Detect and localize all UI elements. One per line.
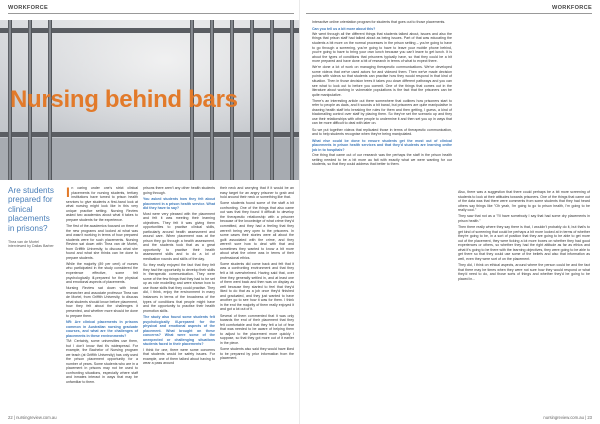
paragraph: Several of them commented that it was only towards the end of their placement that they felt comfortable and that they felt a lot of fear that was needed to be aware of helping them to adjust to the placement more quickly I suppose, so that they got more out of it earlier in the piece.: [220, 313, 294, 345]
paragraph: They did, I think on ethical aspects, around where the person could be and the fact that there may be times when they were not sure how they would respond or what they'd need to do, and those sorts of things and whether they'd be going to be placed in...: [458, 262, 590, 281]
paragraph: Some students also said they would have liked to be prepared by prior information from the placement.: [220, 346, 294, 361]
paragraph: They saw that not as a "I'll have somebody I say that had some dry placements in prison health.": [458, 214, 590, 223]
question: What else could be done to ensure students get the most out of clinical placements in prison health services and that they'd students are learning onthe job in to hospitals?: [312, 138, 452, 152]
paragraph: So we put together videos that replicated those in terms of therapeutic communication, and to help students recognise when they're being manipulated.: [312, 127, 452, 137]
section-label: WORKFORCE: [552, 5, 592, 11]
section-label: WORKFORCE: [8, 5, 48, 11]
paragraph: While the majority (89 per cent) of nurses who participated in the study considered the experience effective, some felt psychologically ill-prepared for the physical and emotional aspects of placements.: [66, 261, 138, 285]
paragraph: Most were very pleased with the placement and felt it was meeting their learning objectives. They felt it was giving them opportunities to practise clinical skills, particularly around health assessment and wound care. When placement was at the prison they go through a health assessment, and the students took that as a great opportunity to practise their health assessment skills and to do a lot of medication rounds and skills of the day.: [143, 211, 215, 261]
question: The study also found some students felt psychologically ill-prepared for the physical and emotional aspects of the placement. What brought on these concerns? What were some of the unexpected or challenging situations students faced in their placements?: [143, 315, 215, 347]
paragraph: n caring under one's strict clinical placements for nursing students, tertiary institutions have turned to prison health services to give students a first-hand look at what nursing might look like in this very unique practice setting. Nursing Review asked two academics about what it takes to prepare students for the experience.: [66, 186, 138, 222]
drop-cap: I: [66, 183, 70, 200]
header-rule: [8, 13, 294, 14]
question: NR: Are clinical placements in prisons common in Australian nursing graduate courses, and what are the challenges of placements in these environments?: [66, 320, 138, 338]
question: You asked students how they felt about placement in a prison health service. What did they have to say?: [143, 197, 215, 211]
article-column-3: [220, 186, 294, 362]
paragraph: The first of the academics focused on three of the new programs and looked at what was and wasn't working in terms of how prepared students were for such placements. Nursing Review sat down with Thea van de Mortel, from Griffith University, to discuss what she found and what she thinks can be done to prepare students.: [66, 223, 138, 260]
article-column-1: [66, 183, 138, 386]
header-rule: [306, 13, 592, 14]
paragraph: I think for one, there were some concerns that students would be safety issues. For example, one of them talked about having to wear a pass around: [143, 347, 215, 366]
paragraph: One thing that came out of our research was the perhaps the staff in the prison health setting needed to be a bit more au fait with exactly what we were wanting for our students, so that they could address that better to them.: [312, 153, 452, 167]
paragraph: Interactive online orientation program for students that goes out to those placements.: [312, 20, 446, 24]
page-number: 22 | nursingreview.com.au: [8, 415, 57, 420]
paragraph: Some students did come back and felt that it was a confronting environment and that they felt a bit overwhelmed. Having said that, over time they generally settled in, and at least one of them went back and then was on display as well because they started to feel that they'd liked to do that as a job once they'd finished and graduated, and they just wanted to have another go to see how it was for them. I think in the end the majority of them really enjoyed it and got a lot out of it.: [220, 261, 294, 312]
standfirst: Are students prepared for clinical placements in prisons?: [8, 186, 54, 233]
paragraph: Then there really where they say there is that, I wouldn't probably do it, but that's to get kind of screening that could be perhaps a bit more looked at in terms of whether they're going to be, in a sort of position that they are going to be able to get more out of the placement, they were ticking a lot more boxes on whether they had good experiences or others, so whether they had the right attitude as far as ethics and what it's going to be there with the learning objectives, they were going to be able to get there so that they could use some of the beliefs and also that information as well, even they were sort of on the placement.: [458, 225, 590, 261]
paragraph: TM: Certainly, some universities use them, but I don't know that it's widespread. For example, the Bachelor of Nursing program we teach (at Griffith University) has only used the prison placement opportunity for a number of years. Some students who are in a placement in prisons may not be used to confronting situations, especially where staff and inmates interact in ways that may be unfamiliar to them.: [66, 339, 138, 384]
paragraph: We went through all the different things that students talked about, issues and also the things that prison staff had talked about as being issues. Part of that was educating the students a bit more on the normal processes in the prison setting – you're going to have to go through a screening, you're going to have to leave your mobile phone behind, you're going to have to bring your own lunch because you can't leave to get lunch. It is about the types of conditions that prisoners typically have, so that they could be a bit more prepared and have done a bit of research in terms of what to expect there.: [312, 31, 452, 64]
question: Can you tell us a bit more about this?: [312, 26, 376, 31]
hero-photo: [0, 20, 300, 180]
article-column-5: [458, 190, 590, 283]
article-column-2: [143, 186, 215, 368]
paragraph: Nursing Review sat down with head researcher and associate professor Thea van de Mortel, from Griffith University, to discuss what students should know before placement, how they felt about the challenges it presented, and whether more should be done to prepare them.: [66, 286, 138, 318]
paragraph: So they really enjoyed the fact that they felt they had the opportunity to develop their skills in therapeutic communication. They were some of the few things that they had to be set up as role modelling and were shown how to use those skills that they could practise. They did, I think, enjoy the environment in many instances in terms of the broadness of the types of conditions that people might have and the opportunity to practise their health promotion skills.: [143, 263, 215, 313]
paragraph: Some students found some of the staff a bit confronting. One of the things that also came out was that they found it difficult to develop the therapeutic relationship with a prisoner because of the knowledge of what crime they'd committed, and they had a feeling that they weren't being very open to the prisoners. In some cases their stories were all about the guilt associated with the crime, and they weren't sure how to deal with that and sometimes they wanted to know a bit more about what the crime was in terms of their professional ethics.: [220, 201, 294, 260]
byline: Thea van de Mortel interviewed by Dallas Barber: [8, 240, 54, 249]
article-column-4: [312, 20, 452, 168]
paragraph: prisons there aren't any other health students going through.: [143, 186, 215, 195]
headline: Nursing behind bars: [10, 86, 238, 113]
page-number: nursingreview.com.au | 23: [543, 415, 592, 420]
paragraph: Also, there was a suggestion that there could perhaps be a bit more screening of students to look at their attitudes towards prisoners. One of the things that came out of the data was that there were comments from some students that they had heard others say things like "Oh yeah, I'm going to go to prison health, I'm going to be really cool.": [458, 190, 590, 213]
paragraph: their neck and worrying that if it would be an easy target for an angry prisoner to grab and hold around their neck or something like that.: [220, 186, 294, 200]
paragraph: We're done a lot of work on managing therapeutic communications. We've developed some videos that we've used actors for and videoed them. Then we've made decision points with videos so that students can practise how they would respond in that kind of situation. Then in those decision trees it takes you down different pathways and you can see what to look out to before you commit. One of the things that comes out in the literature about working in vulnerable populations is the fact that the prisoners can be quite manipulative.: [312, 65, 452, 97]
paragraph: There's an interesting article out there somewhere that outlines how prisoners start to refer to people as dads, and it sounds a bit banal, but prisoners are quite manipulative in drawing health staff into breaking the rules for them and then getting, I guess, a kind of blackmailing control over staff by placing them. So they've set the scenario up and they use their relationships with other people to undermine it and then set you up in ways that can be more difficult to deal with later on.: [312, 98, 452, 126]
